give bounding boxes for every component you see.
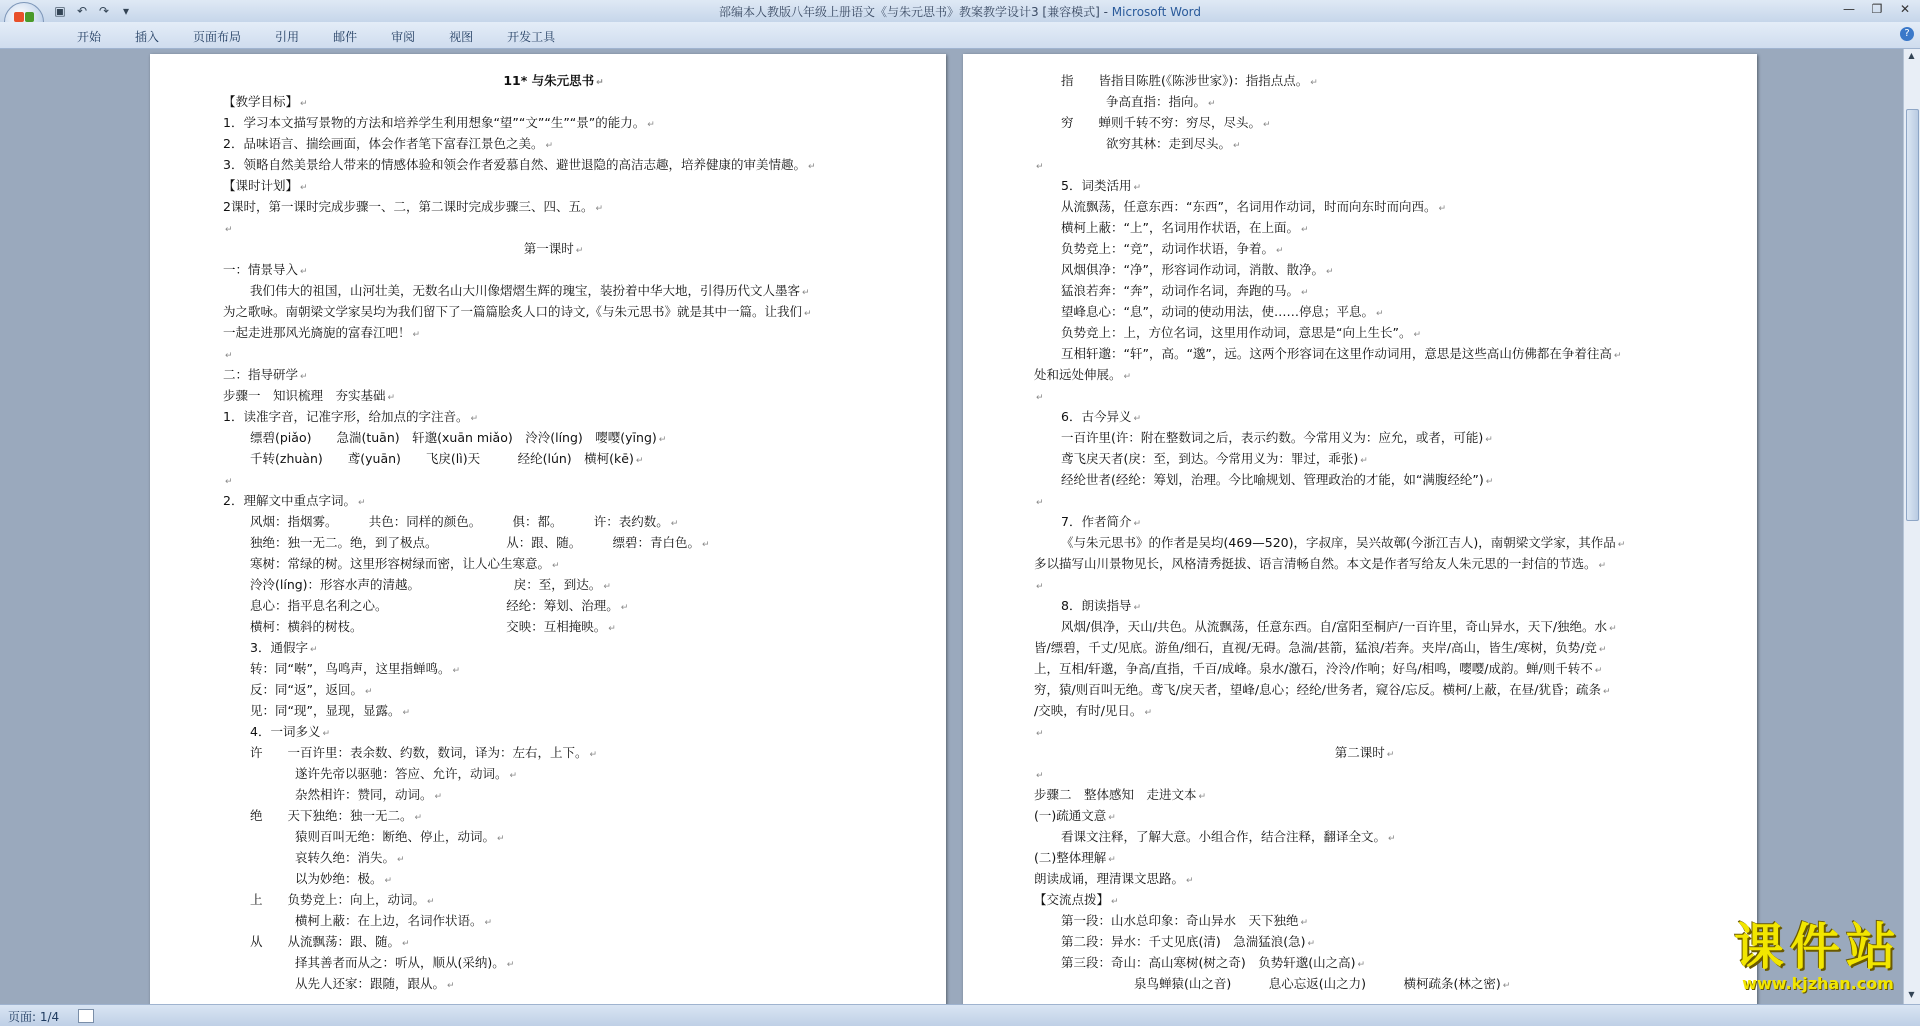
paragraph-mark-icon: ↵ [1300,288,1309,298]
paragraph-text: 经纶世者(经纶：筹划，治理。今比喻规划、管理政治的才能，如“满腹经纶”) [1061,472,1484,487]
paragraph-text: 5．词类活用 [1061,178,1132,193]
paragraph-line [1034,469,1695,490]
paragraph-text: 2．品味语言、揣绘画面，体会作者笔下富春江景色之美。 [223,136,544,151]
paragraph-line [223,679,884,700]
document-title: 部编本人教版八年级上册语文《与朱元思书》教案教学设计3 [兼容模式] [718,5,1100,19]
paragraph-mark-icon: ↵ [1602,687,1611,697]
paragraph-text: 互相轩邈：“轩”，高。“邈”，远。这两个形容词在这里作动词用，意思是这些高山仿佛都在争着往高 [1061,346,1612,361]
paragraph-line [1034,385,1695,406]
paragraph-mark-icon: ↵ [225,351,233,361]
paragraph-line [1034,301,1695,322]
scroll-up-icon[interactable]: ▲ [1908,51,1915,60]
paragraph-text: 1．学习本文描写景物的方法和培养学生利用想象“望”“文”“生”“景”的能力。 [223,115,646,130]
paragraph-text: 第一段：山水总印象：奇山异水 天下独绝 [1061,913,1299,928]
paragraph-mark-icon: ↵ [1310,78,1318,88]
paragraph-mark-icon: ↵ [1133,603,1141,613]
paragraph-text: 遂许先帝以驱驰：答应、允许，动词。 [295,766,508,781]
paragraph-mark-icon: ↵ [1198,792,1207,802]
paragraph-mark-icon: ↵ [1036,498,1044,508]
paragraph-line [1034,553,1695,574]
paragraph-text: 千转(zhuàn) 鸢(yuān) 飞戾(lì)天 经纶(lún) 横柯(kē) [250,451,634,466]
paragraph-text: 上 负势竞上：向上，动词。 [250,892,426,907]
paragraph-text: 反：同“返”，返回。 [250,682,363,697]
paragraph-line [1034,973,1695,994]
paragraph-line [223,322,884,343]
paragraph-text: 一起走进那风光旖旎的富春江吧！ [223,325,411,340]
paragraph-line [1034,280,1695,301]
paragraph-text: 我们伟大的祖国，山河壮美，无数名山大川像熠熠生辉的瑰宝，装扮着中华大地，引得历代文人墨客 [250,283,801,298]
tab-developer[interactable]: 开发工具 [507,30,556,44]
paragraph-text: 横柯：横斜的树枝。 交映：互相掩映。 [250,619,607,634]
paragraph-text: 第二段：异水：千丈见底(清) 急湍猛浪(急) [1061,934,1306,949]
paragraph-mark-icon: ↵ [300,99,308,109]
paragraph-line [223,511,884,532]
watermark-logo [1734,920,1902,993]
paragraph-text: (一)疏通文意 [1034,808,1107,823]
paragraph-line [1034,427,1695,448]
paragraph-line [1034,406,1695,427]
paragraph-text: 8．朗读指导 [1061,598,1132,613]
paragraph-line [223,448,884,469]
paragraph-line [223,469,884,490]
paragraph-mark-icon: ↵ [1386,750,1395,760]
paragraph-mark-icon: ↵ [509,771,518,781]
tab-mailings[interactable]: 邮件 [333,30,358,44]
paragraph-line [223,175,884,196]
paragraph-text: 哀转久绝：消失。 [295,850,396,865]
paragraph-line [1034,448,1695,469]
paragraph-mark-icon: ↵ [414,813,423,823]
paragraph-line [1034,490,1695,511]
paragraph-text: 争高直指：指向。 [1106,94,1207,109]
paragraph-mark-icon: ↵ [1123,372,1132,382]
paragraph-mark-icon: ↵ [595,204,604,214]
paragraph-text: 独绝：独一无二。绝，到了极点。 从：跟、随。 缥碧：青白色。 [250,535,701,550]
paragraph-line [1034,847,1695,868]
paragraph-mark-icon: ↵ [1485,435,1493,445]
paragraph-line [1034,133,1695,154]
title-separator: - [1099,5,1112,19]
paragraph-line [223,553,884,574]
document-workspace [0,49,1904,1004]
paragraph-line [223,301,884,322]
scroll-down-icon[interactable]: ▼ [1908,990,1915,999]
close-icon[interactable]: ✕ [1899,2,1911,16]
paragraph-line [1034,910,1695,931]
paragraph-mark-icon: ↵ [1617,540,1626,550]
paragraph-text: 猛浪若奔：“奔”，动词作名词，奔跑的马。 [1061,283,1299,298]
paragraph-text: 处和远处伸展。 [1034,367,1122,382]
paragraph-mark-icon: ↵ [225,477,233,487]
paragraph-line [223,595,884,616]
page-count[interactable]: 页面: 1/4 [8,1010,60,1024]
paragraph-line [223,385,884,406]
paragraph-mark-icon: ↵ [1108,813,1116,823]
paragraph-mark-icon: ↵ [300,183,308,193]
paragraph-text: 4．一词多义 [250,724,321,739]
paragraph-line [223,826,884,847]
tab-page-layout[interactable]: 页面布局 [193,30,242,44]
paragraph-text: 从流飘荡，任意东西：“东西”，名词用作动词，时而向东时而向西。 [1061,199,1437,214]
paragraph-mark-icon: ↵ [670,519,679,529]
tab-home[interactable]: 开始 [77,30,102,44]
paragraph-line [1034,238,1695,259]
paragraph-mark-icon: ↵ [434,792,443,802]
paragraph-line [1034,532,1695,553]
paragraph-mark-icon: ↵ [552,561,560,571]
paragraph-line [1034,763,1695,784]
paragraph-text: 寒树：常绿的树。这里形容树绿而密，让人心生寒意。 [250,556,551,571]
ribbon-tabs [60,28,572,45]
paragraph-mark-icon: ↵ [658,435,667,445]
paragraph-text: /交映，有时/见日。 [1034,703,1143,718]
paragraph-mark-icon: ↵ [1598,561,1607,571]
paragraph-line [1034,364,1695,385]
paragraph-text: 以为妙绝：极。 [295,871,383,886]
paragraph-text: 风烟/俱净，天山/共色。从流飘荡，任意东西。自/富阳至桐庐/一百许里，奇山异水，天下/独绝。水 [1061,619,1608,634]
paragraph-mark-icon: ↵ [1275,246,1284,256]
status-bar [0,1004,1920,1026]
paragraph-mark-icon: ↵ [1388,834,1396,844]
paragraph-mark-icon: ↵ [1357,960,1366,970]
paragraph-text: 鸢飞戾天者(戾：至，到达。今常用义为：罪过，乖张) [1061,451,1359,466]
paragraph-mark-icon: ↵ [1186,876,1194,886]
paragraph-text: 泠泠(líng)：形容水声的清越。 戾：至，到达。 [250,577,602,592]
paragraph-line [223,364,884,385]
paragraph-text: 风烟：指烟雾。 共色：同样的颜色。 俱：都。 许：表约数。 [250,514,669,529]
paragraph-mark-icon: ↵ [484,918,493,928]
paragraph-line [1034,259,1695,280]
paragraph-mark-icon: ↵ [402,708,410,718]
paragraph-line [223,952,884,973]
paragraph-line [1034,805,1695,826]
tab-insert[interactable]: 插入 [135,30,160,44]
paragraph-mark-icon: ↵ [1485,477,1494,487]
paragraph-text: 步骤二 整体感知 走进文本 [1034,787,1197,802]
paragraph-line [1034,91,1695,112]
paragraph-mark-icon: ↵ [452,666,460,676]
paragraph-line [223,847,884,868]
paragraph-mark-icon: ↵ [589,750,598,760]
window-controls [1842,2,1912,16]
paragraph-mark-icon: ↵ [1036,729,1044,739]
paragraph-line [223,973,884,994]
paragraph-line [1034,700,1695,721]
paragraph-mark-icon: ↵ [1144,708,1152,718]
paragraph-text: 横柯上蔽：“上”，名词用作状语，在上面。 [1061,220,1299,235]
paragraph-text: 从先人还家：跟随，跟从。 [295,976,446,991]
paragraph-mark-icon: ↵ [647,120,655,130]
paragraph-text: 皆/缥碧，千丈/见底。游鱼/细石，直视/无碍。急湍/甚箭，猛浪/若奔。夹岸/高山，皆生/寒树，负势/竞 [1034,640,1597,655]
paragraph-line [1034,679,1695,700]
paragraph-text: 第三段：奇山：高山寒树(树之奇) 负势轩邈(山之高) [1061,955,1356,970]
paragraph-mark-icon: ↵ [1036,162,1044,172]
paragraph-mark-icon: ↵ [1036,582,1044,592]
window-title [0,3,1920,20]
paragraph-line [223,343,884,364]
tab-view[interactable]: 视图 [449,30,474,44]
proofing-icon[interactable] [78,1009,94,1023]
paragraph-text: 上，互相/轩邈，争高/直指，千百/成峰。泉水/激石，泠泠/作响；好鸟/相鸣，嘤嘤/成韵。蝉/则千转不 [1034,661,1593,676]
paragraph-line [223,637,884,658]
paragraph-line [223,784,884,805]
paragraph-line [223,196,884,217]
paragraph-line [1034,70,1695,91]
paragraph-line [1034,574,1695,595]
paragraph-text: 2．理解文中重点字词。 [223,493,356,508]
paragraph-line [1034,742,1695,763]
paragraph-line [223,238,884,259]
paragraph-line [223,889,884,910]
paragraph-line [1034,868,1695,889]
paragraph-mark-icon: ↵ [357,498,366,508]
paragraph-text: 3．通假字 [250,640,308,655]
paragraph-line [1034,112,1695,133]
minimize-icon[interactable]: — [1843,2,1855,16]
paragraph-text: 第二课时 [1334,745,1385,760]
paragraph-line [223,616,884,637]
help-icon[interactable]: ? [1900,27,1914,41]
paragraph-line [1034,826,1695,847]
paragraph-line [1034,511,1695,532]
paragraph-mark-icon: ↵ [497,834,505,844]
paragraph-mark-icon: ↵ [1613,351,1622,361]
document-page-2[interactable] [963,54,1757,1004]
paragraph-line [223,910,884,931]
paragraph-mark-icon: ↵ [1375,309,1384,319]
paragraph-line [223,427,884,448]
paragraph-mark-icon: ↵ [702,540,710,550]
paragraph-mark-icon: ↵ [322,729,330,739]
paragraph-line [1034,196,1695,217]
paragraph-line [1034,175,1695,196]
paragraph-line [1034,931,1695,952]
paragraph-line [223,574,884,595]
paragraph-text: 穷 蝉则千转不穷：穷尽，尽头。 [1061,115,1262,130]
paragraph-text: 一：情景导入 [223,262,299,277]
paragraph-mark-icon: ↵ [545,141,554,151]
paragraph-line [223,259,884,280]
paragraph-text: 绝 天下独绝：独一无二。 [250,808,413,823]
paragraph-text: 负势竞上：上，方位名词，这里用作动词，意思是“向上生长”。 [1061,325,1412,340]
paragraph-text: 【课时计划】 [223,178,299,193]
paragraph-text: 息心：指平息名利之心。 经纶：筹划、治理。 [250,598,619,613]
paragraph-line [223,154,884,175]
scrollbar-thumb[interactable] [1906,109,1919,521]
paragraph-text: 缥碧(piǎo) 急湍(tuān) 轩邈(xuān miǎo) 泠泠(líng) 嘤嘤(yīng) [250,430,657,445]
paragraph-text: 7．作者简介 [1061,514,1132,529]
paragraph-mark-icon: ↵ [802,288,810,298]
paragraph-line [223,763,884,784]
paragraph-text: 《与朱元思书》的作者是吴均(469—520)，字叔庠，吴兴故鄣(今浙江吉人)，南朝梁文学家，其作品 [1061,535,1616,550]
paragraph-line [223,532,884,553]
paragraph-line [223,931,884,952]
paragraph-text: 11* 与朱元思书 [503,73,595,88]
title-bar [0,0,1920,22]
paragraph-mark-icon: ↵ [300,372,308,382]
paragraph-mark-icon: ↵ [1300,225,1309,235]
paragraph-line [223,700,884,721]
paragraph-text: 为之歌咏。南朝梁文学家吴均为我们留下了一篇篇脍炙人口的诗文,《与朱元思书》就是其中一篇。让我们 [223,304,802,319]
ribbon [0,22,1920,49]
paragraph-text: 1．读准字音，记准字形，给加点的字注音。 [223,409,469,424]
paragraph-line [1034,595,1695,616]
paragraph-mark-icon: ↵ [1438,204,1446,214]
paragraph-text: 欲穷其林：走到尽头。 [1106,136,1232,151]
paragraph-mark-icon: ↵ [1133,414,1141,424]
paragraph-line [223,217,884,238]
paragraph-line [1034,217,1695,238]
customize-qat-icon[interactable]: ▾ [122,4,130,18]
tab-references[interactable]: 引用 [275,30,300,44]
paragraph-mark-icon: ↵ [1108,855,1116,865]
paragraph-mark-icon: ↵ [300,267,308,277]
paragraph-mark-icon: ↵ [470,414,479,424]
paragraph-mark-icon: ↵ [1208,99,1216,109]
paragraph-text: 【教学目标】 [223,94,299,109]
paragraph-mark-icon: ↵ [309,645,318,655]
paragraph-mark-icon: ↵ [384,876,393,886]
paragraph-mark-icon: ↵ [397,855,405,865]
paragraph-text: 泉鸟蝉猿(山之音) 息心忘返(山之力) 横柯疏条(林之密) [1134,976,1501,991]
paragraph-mark-icon: ↵ [402,939,410,949]
paragraph-text: 风烟俱净：“净”，形容词作动词，消散、散净。 [1061,262,1324,277]
paragraph-line [223,112,884,133]
save-icon[interactable]: ▣ [54,4,66,18]
paragraph-mark-icon: ↵ [1111,897,1119,907]
paragraph-text: 负势竞上：“竞”，动词作状语，争着。 [1061,241,1274,256]
paragraph-line [1034,889,1695,910]
tab-review[interactable]: 审阅 [391,30,416,44]
paragraph-line [223,868,884,889]
paragraph-mark-icon: ↵ [225,225,233,235]
paragraph-mark-icon: ↵ [575,246,584,256]
paragraph-line [1034,784,1695,805]
document-page-1[interactable] [150,54,946,1004]
paragraph-mark-icon: ↵ [1300,918,1309,928]
paragraph-line [223,721,884,742]
paragraph-text: 望峰息心：“息”，动词的使动用法，使……停息；平息。 [1061,304,1374,319]
paragraph-text: (二)整体理解 [1034,850,1107,865]
paragraph-line [1034,154,1695,175]
paragraph-text: 许 一百许里：表余数、约数，数词，译为：左右，上下。 [250,745,588,760]
paragraph-line [223,805,884,826]
paragraph-text: 看课文注释，了解大意。小组合作，结合注释，翻译全文。 [1061,829,1387,844]
paragraph-mark-icon: ↵ [412,330,421,340]
paragraph-mark-icon: ↵ [1598,645,1607,655]
paragraph-mark-icon: ↵ [427,897,435,907]
paragraph-mark-icon: ↵ [447,981,455,991]
paragraph-text: 【交流点拨】 [1034,892,1110,907]
paragraph-text: 多以描写山川景物见长，风格清秀挺拔、语言清畅自然。本文是作者写给友人朱元思的一封信的节选。 [1034,556,1597,571]
paragraph-mark-icon: ↵ [620,603,629,613]
undo-icon[interactable]: ↶ [76,4,88,18]
paragraph-text: 猿则百叫无绝：断绝、停止，动词。 [295,829,496,844]
paragraph-mark-icon: ↵ [1307,939,1316,949]
paragraph-mark-icon: ↵ [506,960,515,970]
paragraph-line [223,742,884,763]
restore-icon[interactable]: ❐ [1871,2,1883,16]
paragraph-mark-icon: ↵ [1263,120,1271,130]
paragraph-line [1034,658,1695,679]
paragraph-mark-icon: ↵ [803,309,812,319]
paragraph-text: 朗读成诵，理清课文思路。 [1034,871,1185,886]
paragraph-text: 从 从流飘荡：跟、随。 [250,934,401,949]
paragraph-text: 转：同“啭”，鸟鸣声，这里指蝉鸣。 [250,661,451,676]
paragraph-text: 二：指导研学 [223,367,299,382]
paragraph-mark-icon: ↵ [1036,771,1044,781]
paragraph-text: 见：同“现”，显现，显露。 [250,703,401,718]
paragraph-text: 2课时，第一课时完成步骤一、二，第二课时完成步骤三、四、五。 [223,199,594,214]
paragraph-mark-icon: ↵ [1502,981,1511,991]
paragraph-mark-icon: ↵ [1036,393,1044,403]
redo-icon[interactable]: ↷ [98,4,110,18]
paragraph-mark-icon: ↵ [1360,456,1368,466]
paragraph-mark-icon: ↵ [1609,624,1617,634]
paragraph-text: 6．古今异义 [1061,409,1132,424]
paragraph-text: 第一课时 [523,241,574,256]
paragraph-line [1034,616,1695,637]
paragraph-line [223,406,884,427]
paragraph-text: 一百许里(许：附在整数词之后，表示约数。今常用义为：应允，或者，可能) [1061,430,1484,445]
paragraph-mark-icon: ↵ [1594,666,1603,676]
paragraph-text: 穷，猿/则百叫无绝。鸢飞/戾天者，望峰/息心；经纶/世务者，窥谷/忘反。横柯/上蔽，在昼/犹昏；疏条 [1034,682,1601,697]
paragraph-line [1034,952,1695,973]
app-name: Microsoft Word [1111,5,1202,19]
watermark-url: www.kjzhan.com [1742,974,1894,993]
paragraph-line [223,658,884,679]
paragraph-line [223,490,884,511]
paragraph-text: 择其善者而从之：听从，顺从(采纳)。 [295,955,505,970]
paragraph-line [223,70,884,91]
paragraph-text: 3．领略自然美景给人带来的情感体验和领会作者爱慕自然、避世退隐的高洁志趣，培养健康的审美情趣。 [223,157,806,172]
paragraph-mark-icon: ↵ [596,78,604,88]
paragraph-text: 步骤一 知识梳理 夯实基础 [223,388,386,403]
paragraph-mark-icon: ↵ [1233,141,1241,151]
page-2-content [1034,70,1695,994]
page-1-content [223,70,884,994]
vertical-scrollbar[interactable] [1903,49,1920,1004]
paragraph-mark-icon: ↵ [807,162,816,172]
paragraph-mark-icon: ↵ [608,624,616,634]
paragraph-mark-icon: ↵ [387,393,396,403]
paragraph-line [1034,322,1695,343]
paragraph-line [223,280,884,301]
watermark-brand: 课件站 [1734,918,1902,976]
paragraph-line [1034,721,1695,742]
paragraph-text: 横柯上蔽：在上边，名词作状语。 [295,913,483,928]
paragraph-text: 杂然相许：赞同，动词。 [295,787,433,802]
paragraph-mark-icon: ↵ [603,582,611,592]
paragraph-mark-icon: ↵ [635,456,644,466]
paragraph-line [223,91,884,112]
paragraph-line [1034,637,1695,658]
paragraph-line [1034,343,1695,364]
paragraph-text: 指 皆指目陈胜(《陈涉世家》)：指指点点。 [1061,73,1309,88]
paragraph-line [223,133,884,154]
paragraph-mark-icon: ↵ [1133,519,1141,529]
quick-access-toolbar [52,3,134,19]
paragraph-mark-icon: ↵ [364,687,373,697]
paragraph-mark-icon: ↵ [1133,183,1141,193]
paragraph-mark-icon: ↵ [1325,267,1334,277]
paragraph-mark-icon: ↵ [1413,330,1421,340]
